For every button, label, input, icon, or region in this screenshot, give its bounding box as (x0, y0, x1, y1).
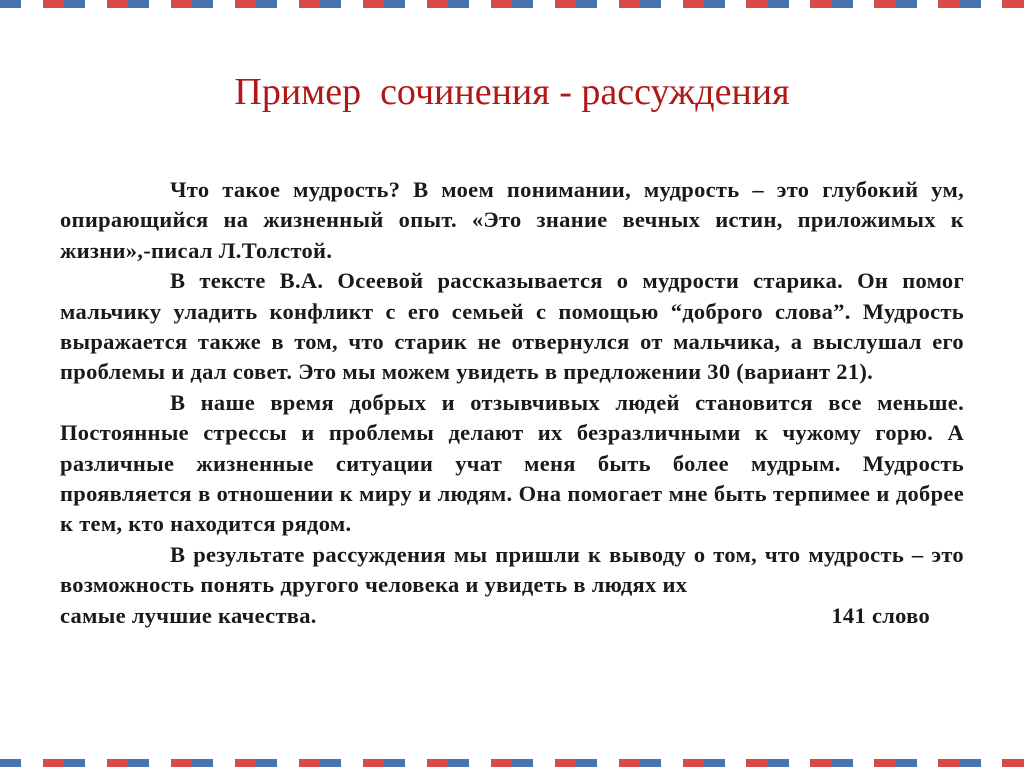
essay-paragraph-3: В наше время добрых и отзывчивых людей становится все меньше. Постоянные стрессы и проблемы делают их безразличными к чужому горю. А различные жизненные ситуации учат меня быть более мудрым. Мудрость проявляется в отношении к миру и людям. Она помогает мне быть терпимее и добрее к тем, кто находится рядом. (60, 389, 964, 537)
bar-segment (341, 0, 362, 8)
bar-segment (746, 759, 767, 767)
bar-segment (832, 759, 853, 767)
bar-segment (299, 759, 320, 767)
bar-segment (768, 0, 789, 8)
essay-paragraph-2: В тексте В.А. Осеевой рассказывается о мудрости старика. Он помог мальчику уладить конфликт с его семьей с помощью “доброго слова”. Мудрость выражается также в том, что старик не отвернулся от мальчика, а выслушал его проблемы и дал совет. Это мы можем увидеть в предложении 30 (вариант 21). (60, 268, 964, 385)
bar-segment (555, 759, 576, 767)
bar-segment (277, 759, 298, 767)
bar-segment (469, 0, 490, 8)
bar-segment (107, 759, 128, 767)
bar-segment (235, 0, 256, 8)
bar-segment (725, 0, 746, 8)
bar-segment (21, 0, 42, 8)
bar-segment (341, 759, 362, 767)
bar-segment (363, 0, 384, 8)
bar-segment (832, 0, 853, 8)
bar-segment (619, 0, 640, 8)
bar-segment (149, 0, 170, 8)
bar-segment (107, 0, 128, 8)
bar-segment (128, 759, 149, 767)
bar-segment (917, 0, 938, 8)
bar-segment (43, 759, 64, 767)
essay-paragraph-4: В результате рассуждения мы пришли к выводу о том, что мудрость – это возможность понять другого человека и увидеть в людях их (60, 541, 964, 598)
bottom-decorative-bar (0, 759, 1024, 767)
bar-segment (405, 0, 426, 8)
bar-segment (533, 0, 554, 8)
bar-segment (363, 759, 384, 767)
bar-segment (427, 0, 448, 8)
bar-segment (576, 0, 597, 8)
bar-segment (256, 759, 277, 767)
bar-segment (1002, 0, 1023, 8)
bar-segment (960, 0, 981, 8)
bar-segment (171, 0, 192, 8)
bar-segment (299, 0, 320, 8)
bar-segment (746, 0, 767, 8)
bar-segment (704, 0, 725, 8)
bar-segment (64, 0, 85, 8)
bar-segment (789, 759, 810, 767)
bar-segment (533, 759, 554, 767)
bar-segment (277, 0, 298, 8)
bar-segment (171, 759, 192, 767)
bar-segment (555, 0, 576, 8)
bar-segment (64, 759, 85, 767)
bar-segment (896, 759, 917, 767)
bar-segment (0, 759, 21, 767)
bar-segment (810, 759, 831, 767)
bar-segment (512, 0, 533, 8)
bar-segment (320, 0, 341, 8)
bar-segment (874, 0, 895, 8)
essay-final-line-text: самые лучшие качества. (60, 602, 317, 628)
bar-segment (640, 0, 661, 8)
bar-segment (320, 759, 341, 767)
bar-segment (661, 0, 682, 8)
bar-segment (85, 759, 106, 767)
bar-segment (853, 759, 874, 767)
bar-segment (427, 759, 448, 767)
bar-segment (149, 759, 170, 767)
bar-segment (85, 0, 106, 8)
bar-segment (810, 0, 831, 8)
bar-segment (256, 0, 277, 8)
bar-segment (917, 759, 938, 767)
bar-segment (640, 759, 661, 767)
bar-segment (874, 759, 895, 767)
bar-segment (683, 0, 704, 8)
bar-segment (469, 759, 490, 767)
bar-segment (405, 759, 426, 767)
bar-segment (597, 0, 618, 8)
bar-segment (512, 759, 533, 767)
bar-segment (853, 0, 874, 8)
bar-segment (491, 759, 512, 767)
bar-segment (597, 759, 618, 767)
bar-segment (576, 759, 597, 767)
bar-segment (213, 759, 234, 767)
bar-segment (43, 0, 64, 8)
top-decorative-bar (0, 0, 1024, 8)
bar-segment (448, 0, 469, 8)
slide-title: Пример сочинения - рассуждения (234, 71, 790, 113)
bar-segment (1002, 759, 1023, 767)
bar-segment (128, 0, 149, 8)
bar-segment (21, 759, 42, 767)
bar-segment (384, 0, 405, 8)
essay-paragraph-1: Что такое мудрость? В моем понимании, мудрость – это глубокий ум, опирающийся на жизненный опыт. «Это знание вечных истин, приложимых к жизни»,-писал Л.Толстой. (60, 177, 964, 263)
bar-segment (448, 759, 469, 767)
bar-segment (384, 759, 405, 767)
bar-segment (192, 759, 213, 767)
bar-segment (725, 759, 746, 767)
bar-segment (619, 759, 640, 767)
bar-segment (960, 759, 981, 767)
bar-segment (938, 759, 959, 767)
bar-segment (683, 759, 704, 767)
bar-segment (789, 0, 810, 8)
bar-segment (768, 759, 789, 767)
bar-segment (981, 759, 1002, 767)
bar-segment (0, 0, 21, 8)
bar-segment (704, 759, 725, 767)
essay-body (60, 175, 964, 631)
bar-segment (192, 0, 213, 8)
bar-segment (235, 759, 256, 767)
essay-final-line (60, 601, 930, 631)
bar-segment (896, 0, 917, 8)
bar-segment (491, 0, 512, 8)
bar-segment (981, 0, 1002, 8)
bar-segment (213, 0, 234, 8)
word-count: 141 слово (831, 602, 930, 628)
bar-segment (938, 0, 959, 8)
bar-segment (661, 759, 682, 767)
